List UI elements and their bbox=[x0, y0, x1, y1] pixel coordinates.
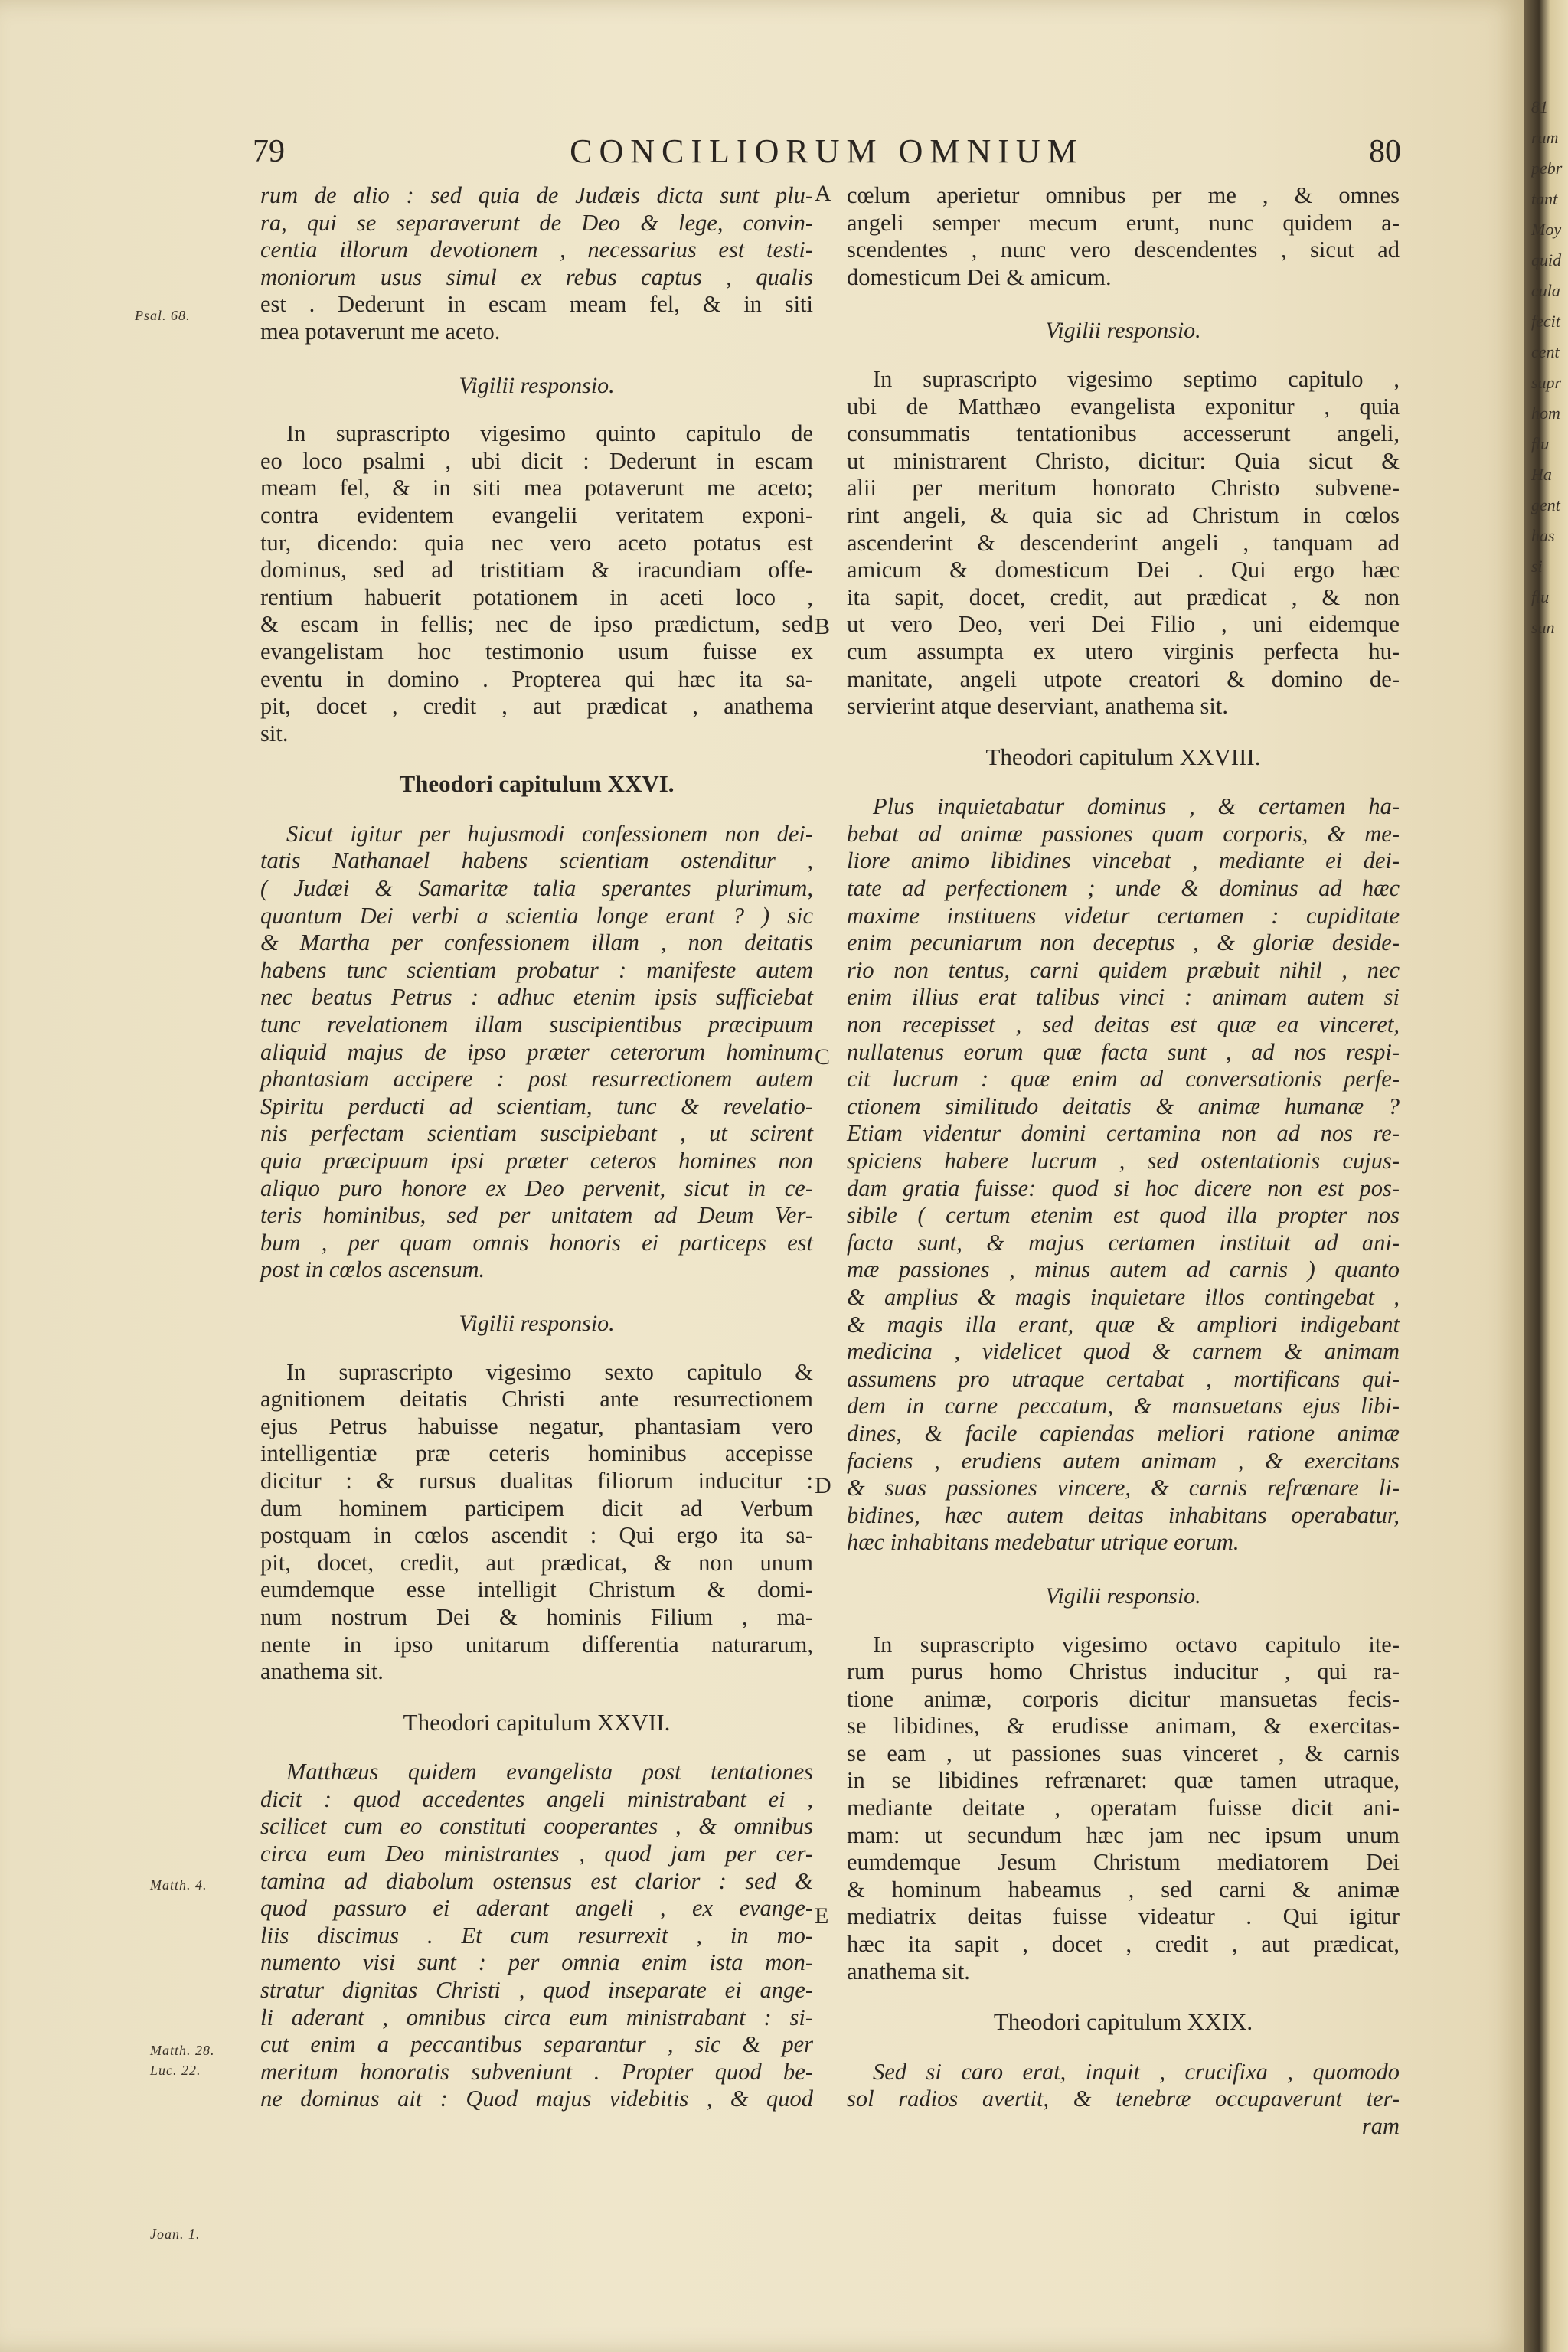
text-line: teris hominibus, sed per unitatem ad Deum Ver- bbox=[260, 1202, 813, 1229]
section-heading-vigilii: Vigilii responsio. bbox=[459, 1310, 615, 1336]
text-line: mea potaverunt me aceto. bbox=[260, 318, 501, 345]
text-line: mam: ut secundum hæc jam nec ipsum unum bbox=[847, 1821, 1400, 1848]
text-line: bum , per quam omnis honoris ei particeps est bbox=[260, 1229, 813, 1256]
text-line: ra, qui se separaverunt de Deo & lege, convin- bbox=[260, 209, 813, 236]
text-line: Spiritu perducti ad scientiam, tunc & revelatio- bbox=[260, 1093, 813, 1119]
text-line: & suas passiones vincere, & carnis refrænare li- bbox=[847, 1475, 1400, 1501]
text-line: pit, docet , credit , aut prædicat , anathema bbox=[260, 693, 813, 720]
text-line: li aderant , omnibus circa eum ministrabant : si- bbox=[260, 2004, 813, 2030]
text-line: rum de alio : sed quia de Judæis dicta sunt plu- bbox=[260, 182, 813, 208]
text-line: consummatis tentationibus accesserunt angeli, bbox=[847, 420, 1400, 447]
section-letter-d: D bbox=[815, 1473, 831, 1498]
text-line: intelligentiæ præ ceteris hominibus accepisse bbox=[260, 1440, 813, 1467]
text-line: quod passuro ei aderant angeli , ex evange- bbox=[260, 1895, 813, 1922]
text-line: nec beatus Petrus : adhuc etenim ipsis sufficiebat bbox=[260, 984, 813, 1011]
text-line: spiciens habere lucrum , sed ostentationis cujus- bbox=[847, 1148, 1400, 1174]
text-line: rio non tentus, carni quidem præbuit nihil , nec bbox=[847, 956, 1400, 983]
text-line: amicum & domesticum Dei . Qui ergo hæc bbox=[847, 557, 1400, 583]
text-line: sit. bbox=[260, 720, 289, 746]
text-line: phantasiam accipere : post resurrectionem autem bbox=[260, 1066, 813, 1093]
text-line: & escam in fellis; nec de ipso prædictum, sed bbox=[260, 611, 813, 638]
text-line: sol radios avertit, & tenebræ occupaverunt ter- bbox=[847, 2086, 1400, 2112]
text-line: Sed si caro erat, inquit , crucifixa , quomodo bbox=[873, 2058, 1400, 2085]
text-line: circa eum Deo ministrantes , quod jam per cer- bbox=[260, 1841, 813, 1867]
text-line: ( Judæi & Samaritæ talia sperantes plurimum, bbox=[260, 875, 813, 902]
text-line: tione animæ, corporis dicitur mansuetas fecis- bbox=[847, 1685, 1400, 1712]
text-line: se libidines, & erudisse animam, & exercitas- bbox=[847, 1713, 1400, 1740]
text-line: Sicut igitur per hujusmodi confessionem non dei- bbox=[286, 820, 813, 847]
text-line: pit, docet, credit, aut prædicat, & non unum bbox=[260, 1549, 813, 1576]
catchword: ram bbox=[1361, 2113, 1400, 2139]
text-line: In suprascripto vigesimo septimo capitulo , bbox=[873, 365, 1400, 392]
left-column bbox=[260, 182, 813, 2113]
text-line: centia illorum devotionem , necessarius est testi- bbox=[260, 237, 813, 263]
theodori-chapter-27 bbox=[260, 1759, 813, 2113]
text-line: ne dominus ait : Quod majus videbitis , & quod bbox=[260, 2086, 813, 2112]
text-line: cut enim a peccantibus separantur , sic & per bbox=[260, 2031, 813, 2058]
text-line: tur, dicendo: quia nec vero aceto potatus est bbox=[260, 529, 813, 556]
text-line: num nostrum Dei & hominis Filium , ma- bbox=[260, 1603, 813, 1630]
text-line: enim illius erat talibus vinci : animam autem si bbox=[847, 984, 1400, 1011]
text-line: medicina , videlicet quod & carnem & animam bbox=[847, 1338, 1400, 1365]
text-line: dicit : quod accedentes angeli ministrabant ei , bbox=[260, 1785, 813, 1812]
text-line: hæc ita sapit , docet , credit , aut prædicat, bbox=[847, 1931, 1400, 1958]
text-line: anathema sit. bbox=[847, 1958, 970, 1984]
text-line: tatis Nathanael habens scientiam ostenditur , bbox=[260, 848, 813, 874]
text-line: eumdemque Jesum Christum mediatorem Dei bbox=[847, 1849, 1400, 1876]
text-line: In suprascripto vigesimo quinto capitulo de bbox=[286, 420, 813, 447]
text-line: moniorum usus simul ex rebus captus , qualis bbox=[260, 263, 813, 290]
section-heading-vigilii: Vigilii responsio. bbox=[1045, 1583, 1201, 1609]
margin-note-luc22: Luc. 22. bbox=[150, 2063, 201, 2078]
text-line: nis perfectam scientiam suscipiebant , ut scirent bbox=[260, 1120, 813, 1147]
text-line: quantum Dei verbi a scientia longe erant ? ) sic bbox=[260, 902, 813, 929]
text-line: & magis illa erant, quæ & ampliori indigebant bbox=[847, 1311, 1400, 1338]
text-line: mæ passiones , minus autem ad carnis ) quanto bbox=[847, 1256, 1400, 1283]
right-column bbox=[847, 182, 1400, 2141]
text-line: aliquid majus de ipso præter ceterorum hominum bbox=[260, 1038, 813, 1065]
text-line: scendentes , nunc vero descendentes , sicut ad bbox=[847, 237, 1400, 263]
text-line: cum assumpta ex utero virginis perfecta hu- bbox=[847, 638, 1400, 665]
section-heading-theodori: Theodori capitulum XXVIII. bbox=[985, 743, 1261, 770]
left-intro bbox=[260, 182, 813, 346]
text-line: enim pecuniarum non deceptus , & gloriæ deside- bbox=[847, 929, 1400, 956]
vigilii-response-28 bbox=[847, 1632, 1400, 1986]
text-line: ejus Petrus habuisse negatur, phantasiam vero bbox=[260, 1413, 813, 1439]
section-heading-vigilii: Vigilii responsio. bbox=[459, 372, 615, 398]
theodori-chapter-29 bbox=[847, 2059, 1400, 2141]
text-line: & Martha per confessionem illam , non deitatis bbox=[260, 929, 813, 956]
text-line: mediante deitate , operatam fuisse dicit ani- bbox=[847, 1795, 1400, 1821]
margin-note-psal: Psal. 68. bbox=[135, 308, 191, 323]
text-line: dam gratia fuisse: quod si hoc dicere non est pos- bbox=[847, 1174, 1400, 1201]
text-line: agnitionem deitatis Christi ante resurrectionem bbox=[260, 1386, 813, 1413]
text-line: cit lucrum : quæ enim ad conversationis perfe- bbox=[847, 1066, 1400, 1093]
text-line: in se libidines refrænaret: quæ tamen utraque, bbox=[847, 1767, 1400, 1794]
text-line: angeli semper mecum erunt, nunc quidem a- bbox=[847, 209, 1400, 236]
text-line: faciens , erudiens autem animam , & exercitans bbox=[847, 1447, 1400, 1474]
text-line: eumdemque esse intelligit Christum & domi- bbox=[260, 1576, 813, 1603]
text-line: cœlum aperietur omnibus per me , & omnes bbox=[847, 182, 1400, 208]
text-line: eo loco psalmi , ubi dicit : Dederunt in escam bbox=[260, 447, 813, 474]
text-line: nullatenus eorum quæ facta sunt , ad nos respi- bbox=[847, 1038, 1400, 1065]
text-line: dicitur : & rursus dualitas filiorum inducitur : bbox=[260, 1467, 813, 1494]
text-line: dem in carne peccatum, & mansuetans ejus libi- bbox=[847, 1393, 1400, 1419]
text-line: numento visi sunt : per omnia enim ista mon- bbox=[260, 1949, 813, 1976]
text-line: alii per meritum honorato Christo subvene- bbox=[847, 475, 1400, 501]
text-line: In suprascripto vigesimo octavo capitulo ite- bbox=[873, 1631, 1400, 1658]
next-page-edge-text: 81 rum pebr tant Moy quid cula fecit cent supr hom flu Ha gent has si flu sun bbox=[1531, 97, 1563, 637]
text-line: dominus, sed ad tristitiam & iracundiam offe- bbox=[260, 557, 813, 583]
text-line: se eam , ut passiones suas vinceret , & carnis bbox=[847, 1740, 1400, 1766]
text-line: ita sapit, docet, credit, aut prædicat , & non bbox=[847, 583, 1400, 610]
text-line: hæc inhabitans medebatur utrique eorum. bbox=[847, 1529, 1240, 1556]
text-line: liore animo libidines vincebat , mediante ei dei- bbox=[847, 848, 1400, 874]
text-line: scilicet cum eo constituti cooperantes , & omnibus bbox=[260, 1813, 813, 1840]
text-line: stratur dignitas Christi , quod inseparate ei ange- bbox=[260, 1977, 813, 2004]
page-title: CONCILIORUM OMNIUM bbox=[570, 132, 1084, 170]
text-line: habens tunc scientiam probatur : manifeste autem bbox=[260, 956, 813, 983]
section-heading-theodori: Theodori capitulum XXVII. bbox=[403, 1708, 671, 1736]
margin-note-matth28: Matth. 28. bbox=[150, 2043, 215, 2058]
text-line: bebat ad animæ passiones quam corporis, & me- bbox=[847, 820, 1400, 847]
text-line: servierint atque deserviant, anathema sit. bbox=[847, 693, 1228, 720]
text-line: est . Dederunt in escam meam fel, & in siti bbox=[260, 291, 813, 318]
text-line: tate ad perfectionem ; unde & dominus ad hæc bbox=[847, 875, 1400, 902]
text-line: rint angeli, & quia sic ad Christum in cœlos bbox=[847, 501, 1400, 528]
text-line: nente in ipso unitarum differentia naturarum, bbox=[260, 1631, 813, 1658]
margin-note-matth4: Matth. 4. bbox=[150, 1877, 207, 1893]
section-heading-theodori: Theodori capitulum XXVI. bbox=[399, 770, 675, 798]
text-line: facta sunt, & majus certamen instituit ad ani- bbox=[847, 1229, 1400, 1256]
margin-note-joan1: Joan. 1. bbox=[150, 2226, 201, 2242]
text-line: quia præcipuum ipsi præter ceteros homines non bbox=[260, 1148, 813, 1174]
section-heading-theodori: Theodori capitulum XXIX. bbox=[993, 2008, 1253, 2036]
text-line: Matthæus quidem evangelista post tentationes bbox=[286, 1759, 813, 1785]
text-line: tamina ad diabolum ostensus est clarior : sed & bbox=[260, 1867, 813, 1894]
page-number-left: 79 bbox=[253, 134, 285, 169]
text-line: tunc revelationem illam suscipientibus præcipuum bbox=[260, 1011, 813, 1038]
text-line: assumens pro utraque certabat , mortificans qui- bbox=[847, 1365, 1400, 1392]
page-number-right: 80 bbox=[1369, 134, 1401, 169]
text-line: ascenderint & descenderint angeli , tanquam ad bbox=[847, 529, 1400, 556]
section-letter-a: A bbox=[815, 181, 831, 206]
text-line: contra evidentem evangelii veritatem exponi- bbox=[260, 501, 813, 528]
text-line: evangelistam hoc testimonio usum fuisse ex bbox=[260, 638, 813, 665]
text-line: meam fel, & in siti mea potaverunt me aceto; bbox=[260, 475, 813, 501]
text-line: eventu in domino . Propterea qui hæc ita sa- bbox=[260, 665, 813, 692]
text-line: maxime instituens videtur certamen : cupiditate bbox=[847, 902, 1400, 929]
text-line: & hominum habeamus , sed carni & animæ bbox=[847, 1876, 1400, 1903]
text-line: liis discimus . Et cum resurrexit , in mo- bbox=[260, 1922, 813, 1949]
text-line: mediatrix deitas fuisse videatur . Qui igitur bbox=[847, 1903, 1400, 1930]
text-line: ut ministrarent Christo, dicitur: Quia sicut & bbox=[847, 447, 1400, 474]
text-line: ubi de Matthæo evangelista exponitur , quia bbox=[847, 393, 1400, 420]
text-line: In suprascripto vigesimo sexto capitulo & bbox=[286, 1358, 813, 1385]
text-line: anathema sit. bbox=[260, 1658, 384, 1685]
section-letter-e: E bbox=[815, 1903, 829, 1929]
vigilii-response-25 bbox=[260, 420, 813, 747]
text-line: dines, & facile capiendas meliori ratione animæ bbox=[847, 1419, 1400, 1446]
text-line: dum hominem participem dicit ad Verbum bbox=[260, 1494, 813, 1521]
text-line: ctionem similitudo deitatis & animæ humanæ ? bbox=[847, 1093, 1400, 1119]
theodori-chapter-26 bbox=[260, 821, 813, 1284]
text-line: meritum honoratis subveniunt . Propter quod be- bbox=[260, 2058, 813, 2085]
text-line: & amplius & magis inquietare illos contingebat , bbox=[847, 1283, 1400, 1310]
text-line: manitate, angeli utpote creatori & domino de- bbox=[847, 665, 1400, 692]
text-line: aliquo puro honore ex Deo pervenit, sicut in ce- bbox=[260, 1174, 813, 1201]
section-letter-b: B bbox=[815, 614, 831, 639]
text-line: postquam in cœlos ascendit : Qui ergo ita sa- bbox=[260, 1522, 813, 1549]
vigilii-response-26 bbox=[260, 1359, 813, 1686]
text-line: ut vero Deo, veri Dei Filio , uni eidemque bbox=[847, 611, 1400, 638]
text-line: rentium habuerit potationem in aceti loco , bbox=[260, 583, 813, 610]
running-header bbox=[253, 132, 1401, 178]
text-line: sibile ( certum etenim est quod illa propter nos bbox=[847, 1202, 1400, 1229]
text-line: domesticum Dei & amicum. bbox=[847, 263, 1112, 290]
text-line: post in cœlos ascensum. bbox=[260, 1256, 485, 1283]
text-line: Plus inquietabatur dominus , & certamen ha- bbox=[873, 793, 1400, 820]
text-line: rum purus homo Christus inducitur , qui ra- bbox=[847, 1658, 1400, 1685]
vigilii-response-27 bbox=[847, 366, 1400, 720]
text-line: bidines, hæc autem deitas inhabitans operabatur, bbox=[847, 1501, 1400, 1528]
text-line: non recepisset , sed deitas est quæ ea vinceret, bbox=[847, 1011, 1400, 1038]
section-heading-vigilii: Vigilii responsio. bbox=[1045, 318, 1201, 344]
section-letter-c: C bbox=[815, 1044, 831, 1070]
theodori-chapter-28 bbox=[847, 793, 1400, 1557]
right-intro bbox=[847, 182, 1400, 291]
text-line: Etiam videntur domini certamina non ad nos re- bbox=[847, 1120, 1400, 1147]
